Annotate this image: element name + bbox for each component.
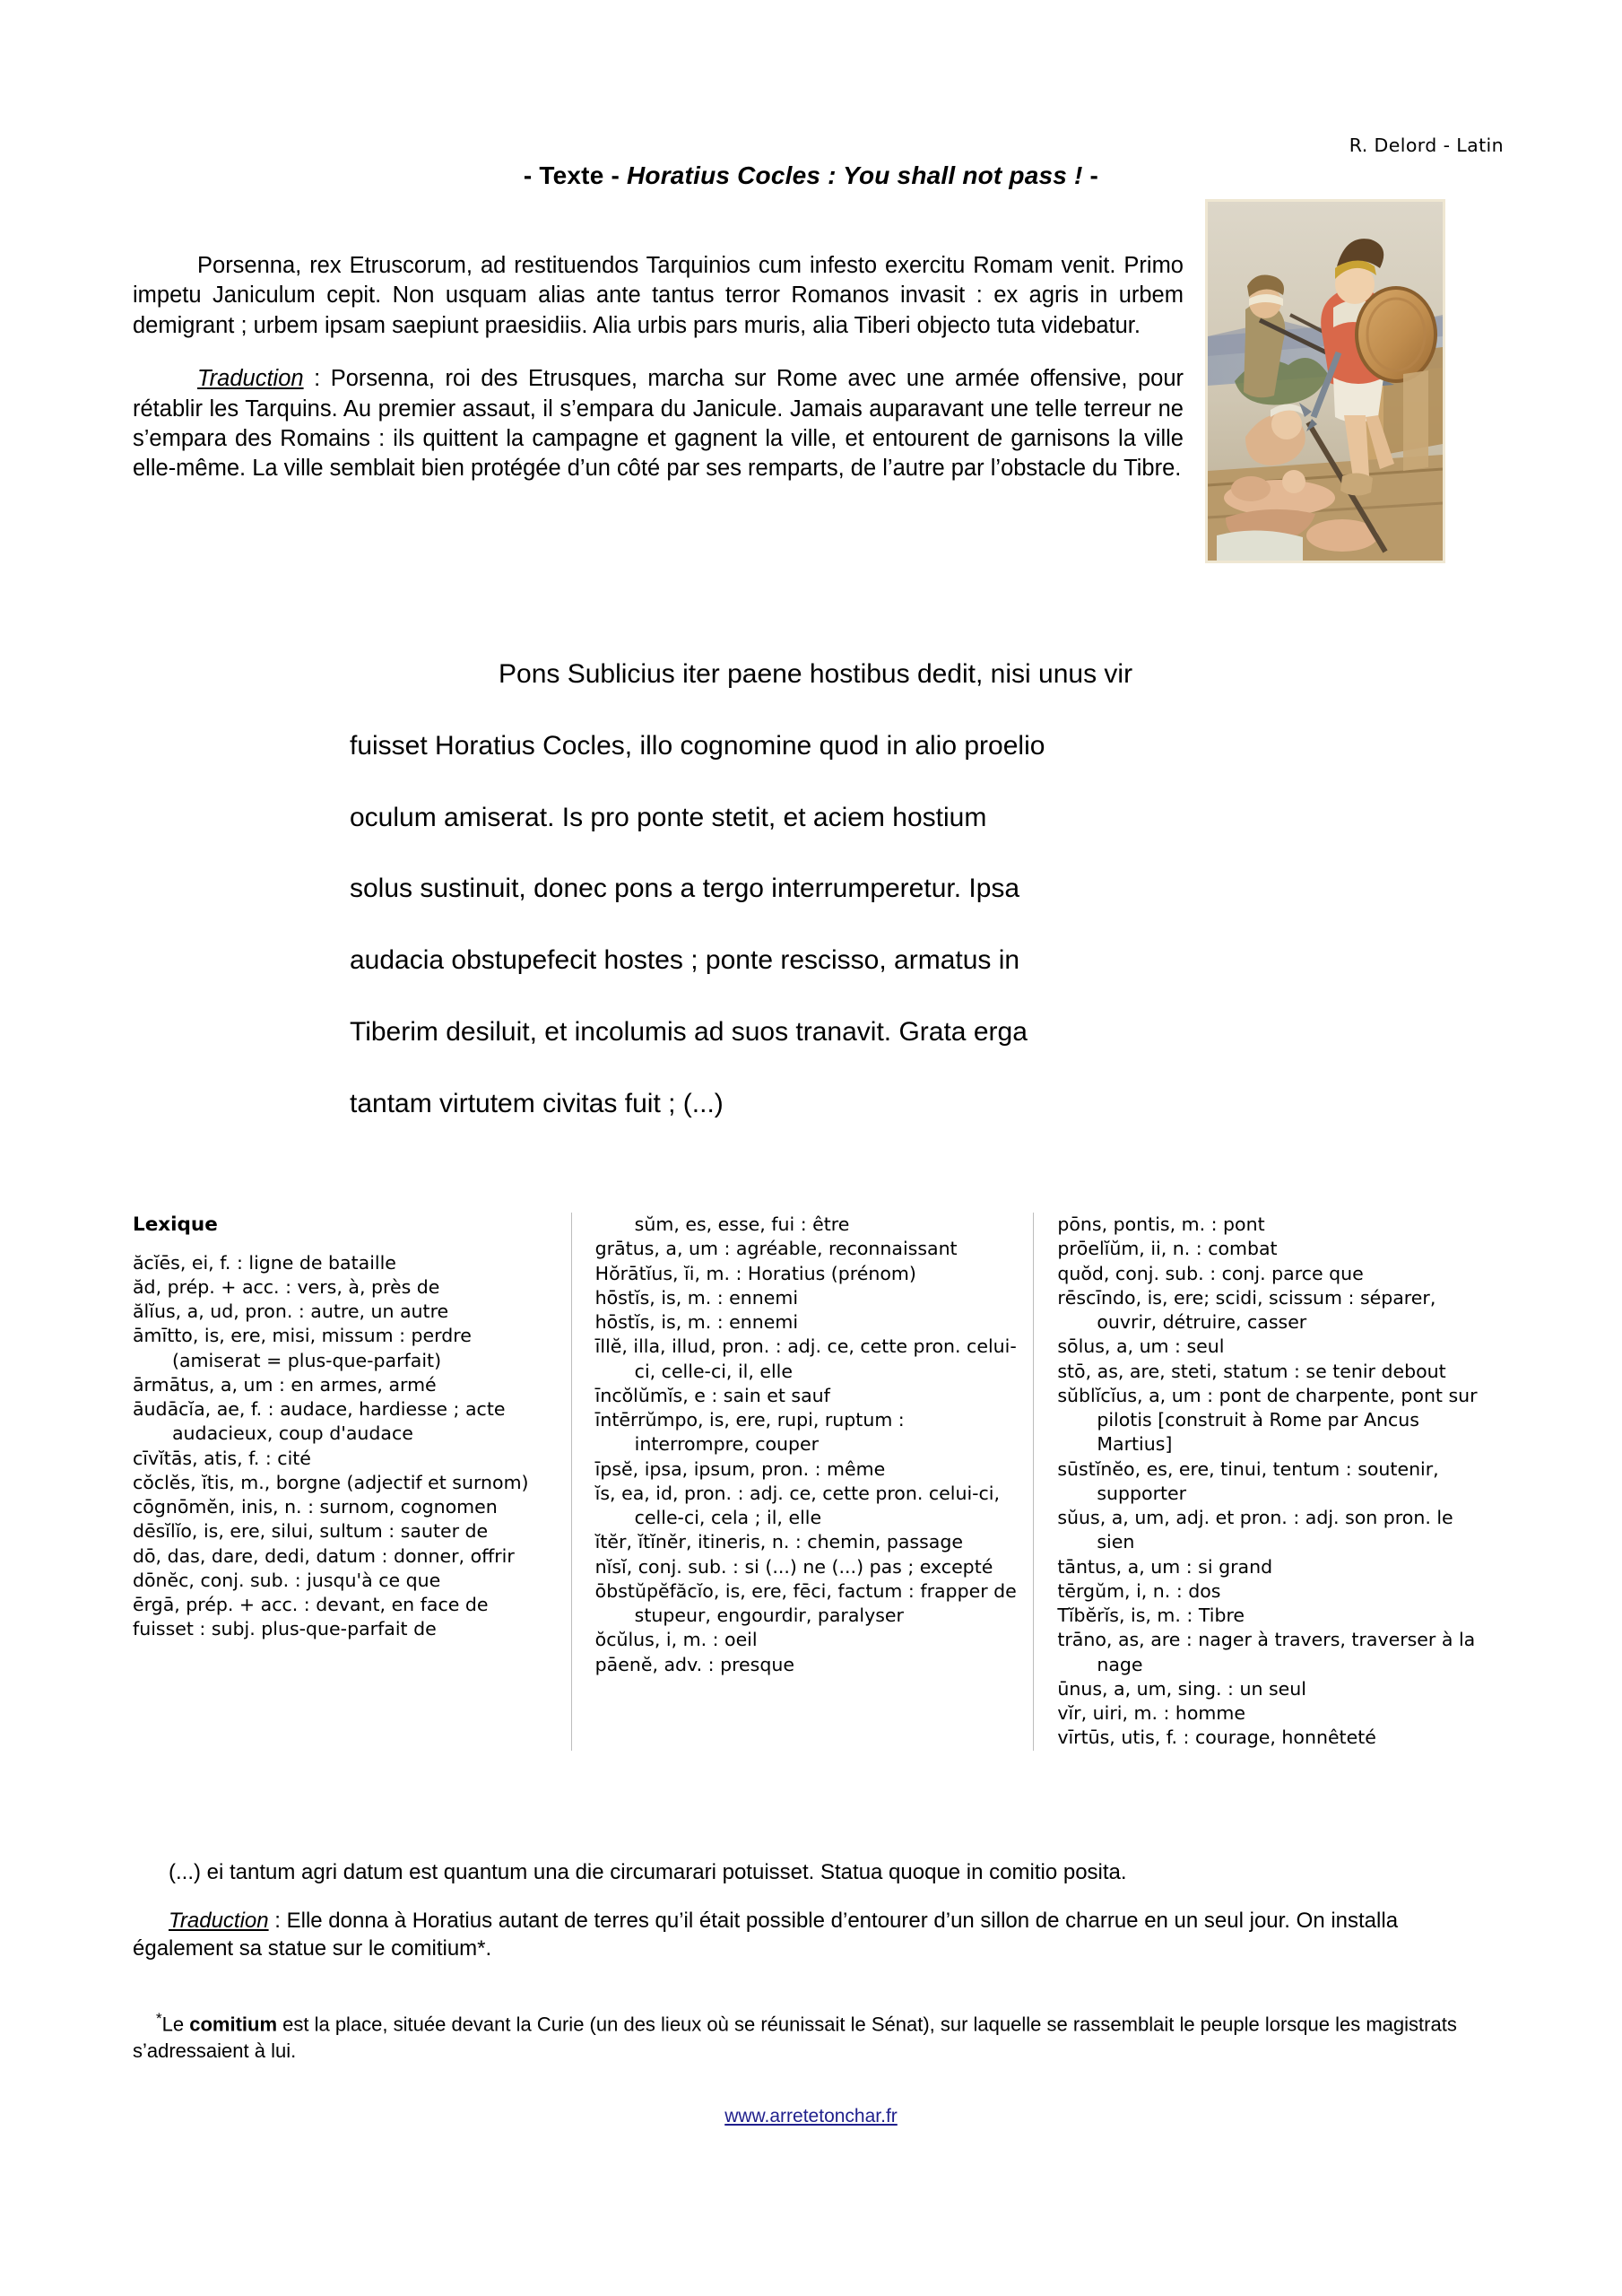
lexique-entry: fuisset : subj. plus-que-parfait de [133,1618,437,1640]
site-url-link[interactable]: www.arretetonchar.fr [724,2106,898,2126]
lexique-entry: sōlus, a, um : seul [1057,1335,1225,1358]
lexique-entry: sŭus, a, um, adj. et pron. : adj. son pron. le sien [1057,1507,1453,1553]
main-latin-passage [350,639,1264,1140]
lexique-entry: hōstĭs, is, m. : ennemi [594,1286,799,1309]
lexique-entry: ūnus, a, um, sing. : un seul [1057,1677,1306,1700]
passage-line: fuisset Horatius Cocles, illo cognomine quod in alio proelio [350,730,1045,761]
title-prefix: - Texte - [523,161,627,189]
lexique-entry: nĭsĭ, conj. sub. : si (...) ne (...) pas ; excepté [594,1555,993,1578]
horatius-cocles-illustration [1205,199,1445,563]
footnote-star: * [156,2010,162,2027]
lexique-entry: stō, as, are, steti, statum : se tenir debout [1057,1360,1446,1382]
passage-line: solus sustinuit, donec pons a tergo interrumperetur. Ipsa [350,874,1020,904]
lexique-entry: cōgnōmĕn, inis, n. : surnom, cognomen [133,1496,498,1518]
footnote-term: comitium [189,2013,278,2036]
lexique-entry: ăcĭēs, ei, f. : ligne de bataille [133,1251,396,1274]
lexique-entry: rēscīndo, is, ere; scidi, scissum : séparer, ouvrir, détruire, casser [1057,1286,1436,1333]
intro-translation [133,364,1184,484]
lexique-entry: vīrtūs, utis, f. : courage, honnêteté [1057,1726,1376,1749]
passage-line: Tiberim desiluit, et incolumis ad suos tranavit. Grata erga [350,1016,1028,1047]
closing-translation [133,1907,1496,1963]
lexique-entry: dēsĭlĭo, is, ere, silui, sultum : sauter de [133,1520,489,1543]
translation-label: Traduction [169,1908,269,1933]
closing-translation-text: : Elle donna à Horatius autant de terres qu’il était possible d’entourer d’un sillon de charrue en un seul jour. On installa également sa statue sur le comitium*. [133,1908,1399,1961]
lexique-entry: ārmātus, a, um : en armes, armé [133,1373,437,1396]
bottom-text-block [133,1858,1496,1963]
lexique-entry: vĭr, uiri, m. : homme [1057,1702,1245,1724]
lexique-entry: āudācĭa, ae, f. : audace, hardiesse ; acte audacieux, coup d'audace [133,1398,506,1445]
lexique-entry: trāno, as, are : nager à travers, traverser à la nage [1057,1629,1476,1675]
lexique-entry: prōelĭŭm, ii, n. : combat [1057,1238,1278,1260]
lexique-entry: pāenĕ, adv. : presque [594,1653,794,1675]
footnote-lead: Le [161,2013,190,2036]
lexique-entry: īllĕ, illa, illud, pron. : adj. ce, cette pron. celui-ci, celle-ci, il, elle [594,1335,1017,1382]
author-line: R. Delord - Latin [1349,135,1504,156]
lexique-entry: īpsĕ, ipsa, ipsum, pron. : même [594,1457,886,1480]
lexique-entry: īncŏlŭmĭs, e : sain et sauf [594,1384,830,1406]
passage-line: audacia obstupefecit hostes ; ponte rescisso, armatus in [350,945,1020,976]
lexique-entry: grātus, a, um : agréable, reconnaissant [594,1238,958,1260]
lexique-entry: ōbstŭpĕfăcĭo, is, ere, fēci, factum : frapper de stupeur, engourdir, paralyser [594,1579,1017,1626]
illustration-artwork [1208,202,1443,561]
footnote-text [133,2009,1496,2064]
lexique-entry: tāntus, a, um : si grand [1057,1555,1273,1578]
lexique-entry: ŏcŭlus, i, m. : oeil [594,1629,758,1651]
lexique-column-2 [571,1213,1034,1751]
intro-block [133,251,1184,484]
title-suffix: - [1082,161,1099,189]
footnote-body: est la place, située devant la Curie (un des lieux où se réunissait le Sénat), sur laquelle se rassemblait le peuple lorsque les magistrats s’adressaient à lui. [133,2013,1457,2062]
lexique-entry: ĭs, ea, id, pron. : adj. ce, cette pron. celui-ci, celle-ci, cela ; il, elle [594,1482,1001,1528]
lexique-entry: āmītto, is, ere, misi, missum : perdre (amiserat = plus-que-parfait) [133,1325,472,1371]
intro-latin-text: Porsenna, rex Etruscorum, ad restituendos Tarquinios cum infesto exercitu Romam venit. Primo impetu Janiculum cepit. Non usquam alias ante tantus terror Romanos invasit : ex agris in urbem demigrant ; urbem ipsam saepiunt praesidiis. Alia urbis pars muris, alia Tiberi objecto tuta videbatur. [133,253,1184,338]
passage-line: oculum amiserat. Is pro ponte stetit, et aciem hostium [350,802,987,832]
lexique-entry: ăd, prép. + acc. : vers, à, près de [133,1275,440,1298]
lexique-entry: sŭm, es, esse, fui : être [634,1213,850,1235]
intro-translation-text: : Porsenna, roi des Etrusques, marcha sur Rome avec une armée offensive, pour rétablir les Tarquins. Au premier assaut, il s’empara du Janicule. Jamais auparavant une telle terreur ne s’empara des Romains : ils quittent la campagne et gagnent la ville, et entourent de garnisons la ville elle-même. La ville semblait bien protégée d’un côté par ses remparts, de l’autre par l’obstacle du Tibre. [133,366,1184,482]
lexique-entry: dō, das, dare, dedi, datum : donner, offrir [133,1544,515,1567]
lexique-entry: hōstĭs, is, m. : ennemi [594,1311,799,1333]
lexique-entry: Tĭbĕrĭs, is, m. : Tibre [1057,1605,1245,1626]
lexique-column-1 [133,1213,571,1751]
passage-line: Pons Sublicius iter paene hostibus dedit, nisi unus vir [499,659,1133,689]
lexique-entry: tērgŭm, i, n. : dos [1057,1579,1221,1602]
lexique-entry: sūstĭnĕo, es, ere, tinui, tentum : soutenir, supporter [1057,1457,1439,1504]
lexique-entry: sŭblĭcĭus, a, um : pont de charpente, pont sur pilotis [construit à Rome par Ancus Martius] [1057,1384,1478,1456]
page-title [0,161,1622,190]
closing-latin-text: (...) ei tantum agri datum est quantum una die circumarari potuisset. Statua quoque in comitio posita. [169,1860,1127,1884]
lexique-column-3 [1033,1213,1496,1751]
lexique-heading: Lexique [133,1213,218,1236]
passage-line: tantam virtutem civitas fuit ; (...) [350,1088,724,1118]
lexique-section [133,1213,1496,1751]
lexique-entry: pōns, pontis, m. : pont [1057,1213,1265,1235]
lexique-entry: dōnĕc, conj. sub. : jusqu'à ce que [133,1569,441,1591]
footnote-block [133,2009,1496,2064]
lexique-entry: īntērrŭmpo, is, ere, rupi, ruptum : interrompre, couper [594,1409,905,1456]
lexique-entry: Hŏrātĭus, ĭi, m. : Horatius (prénom) [594,1262,916,1284]
lexique-entry: cŏclĕs, ĭtis, m., borgne (adjectif et surnom) [133,1471,529,1493]
lexique-entry: ērgā, prép. + acc. : devant, en face de [133,1594,489,1616]
translation-label: Traduction [197,366,304,392]
title-main: Horatius Cocles : You shall not pass ! [626,161,1083,189]
lexique-entry: ĭtĕr, ĭtĭnĕr, itineris, n. : chemin, passage [594,1531,963,1553]
lexique-entry: ălĭus, a, ud, pron. : autre, un autre [133,1300,449,1323]
lexique-entry: quŏd, conj. sub. : conj. parce que [1057,1262,1364,1284]
lexique-entry: cīvĭtās, atis, f. : cité [133,1447,311,1469]
